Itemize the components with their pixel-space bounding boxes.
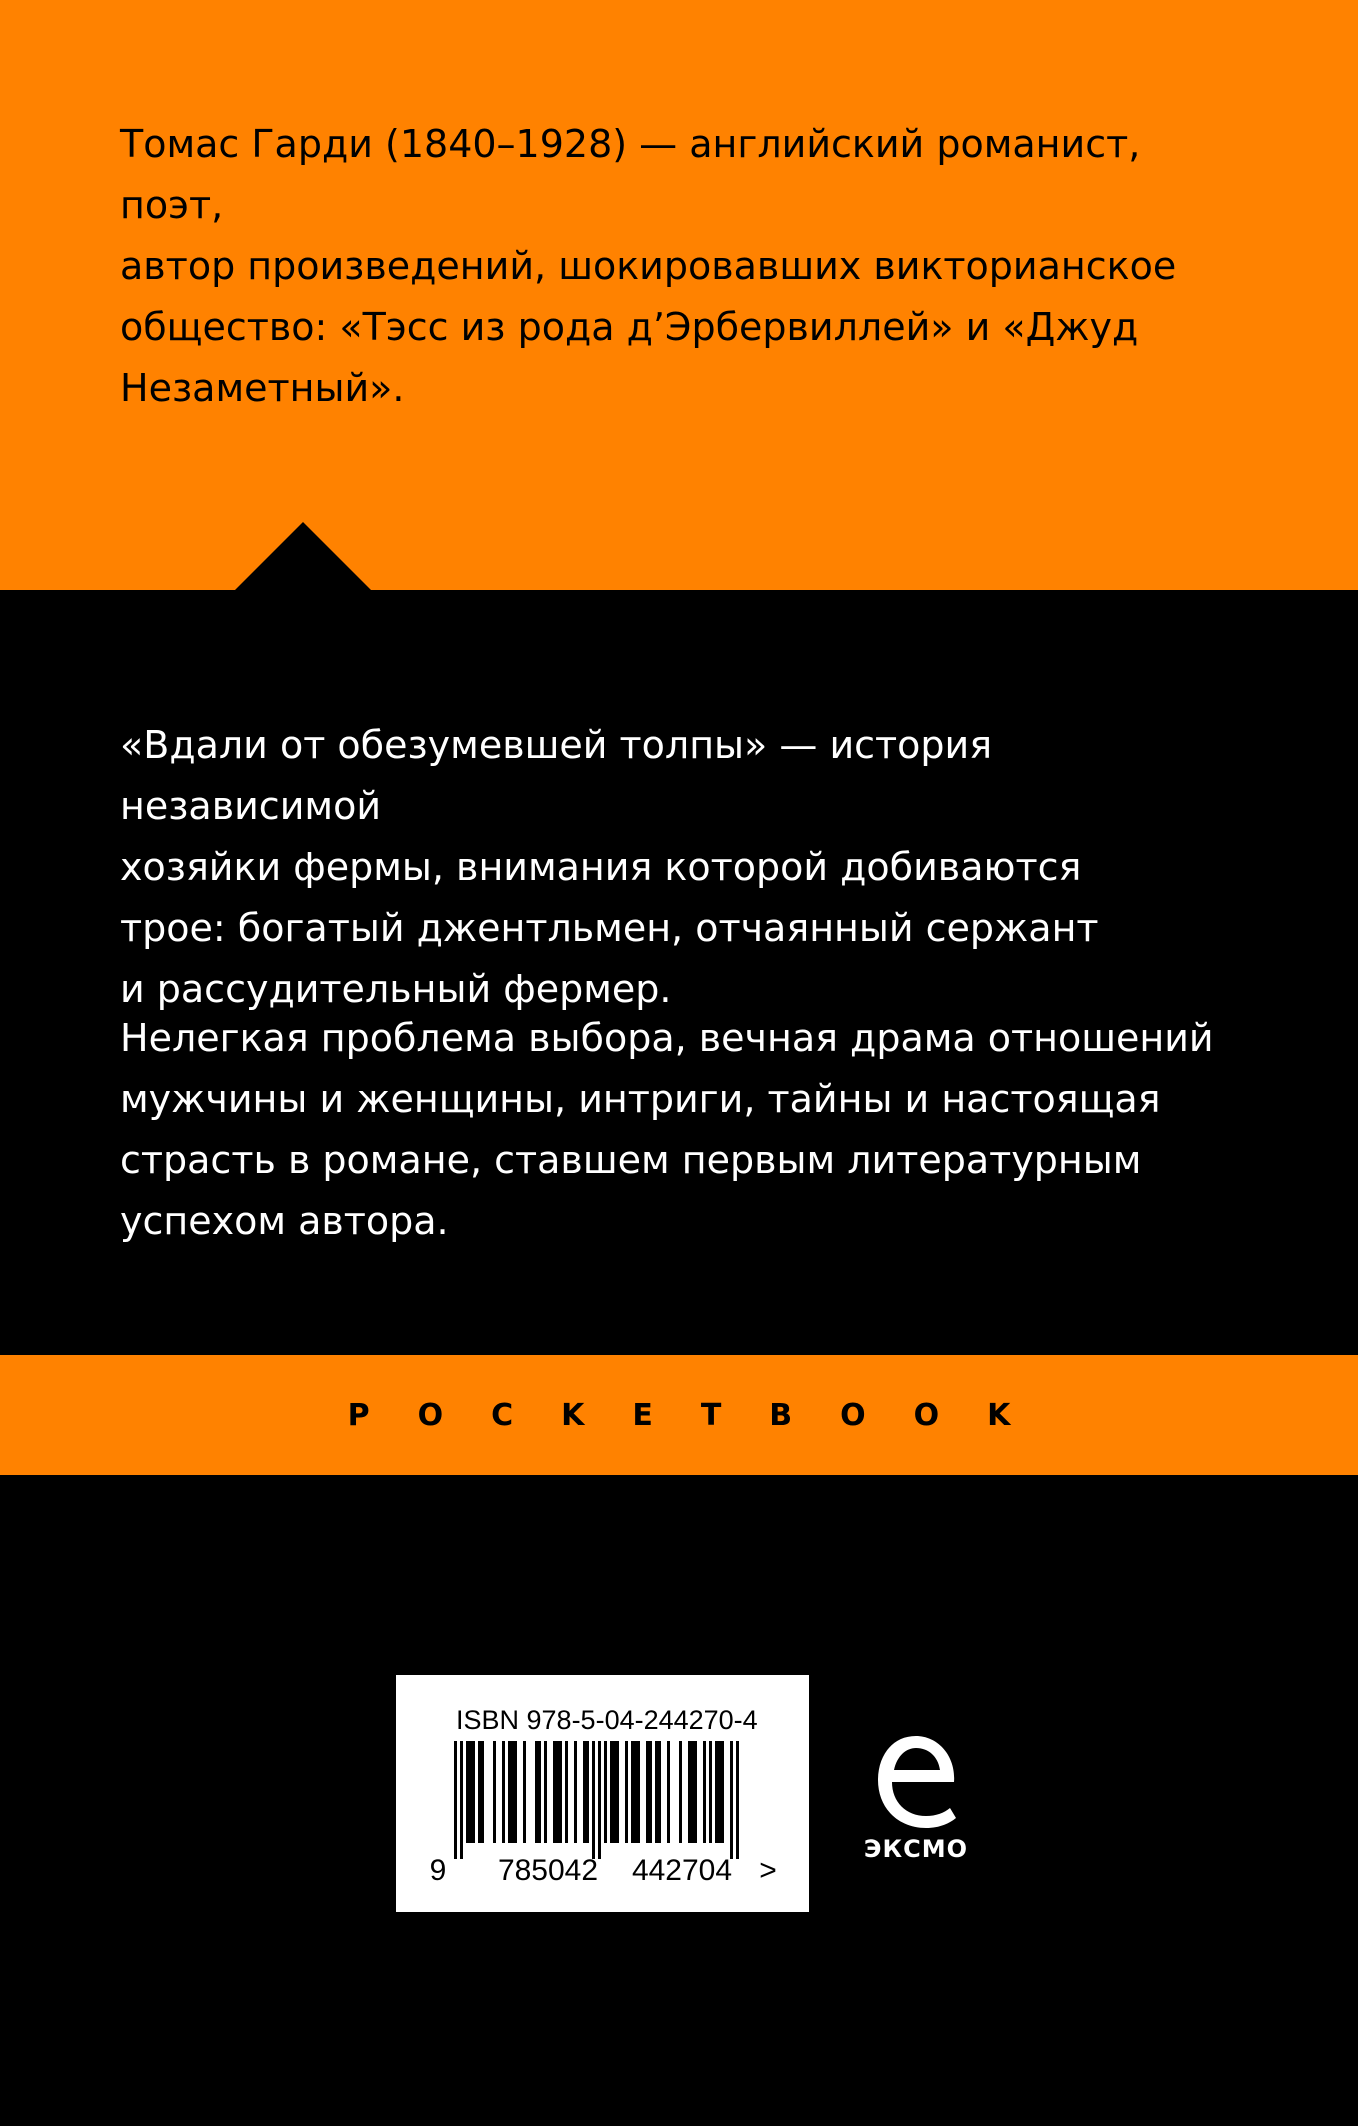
barcode-bar <box>649 1741 652 1843</box>
barcode-bar <box>598 1741 601 1859</box>
barcode-bar <box>478 1741 481 1843</box>
barcode <box>396 1675 809 1912</box>
barcode-bar <box>658 1741 661 1843</box>
barcode-bar <box>679 1741 682 1843</box>
barcode-bar <box>637 1741 640 1843</box>
eksmo-e-logo-icon <box>870 1728 962 1836</box>
barcode-bar <box>586 1741 589 1843</box>
barcode-bar <box>718 1741 721 1843</box>
barcode-bar <box>514 1741 517 1843</box>
ean-right-digits: 442704 <box>631 1854 733 1887</box>
barcode-bar <box>523 1741 526 1843</box>
barcode-bar <box>511 1741 514 1843</box>
barcode-bar <box>604 1741 607 1843</box>
barcode-bar <box>466 1741 469 1843</box>
ean-marker: > <box>759 1854 777 1887</box>
barcode-bar <box>616 1741 619 1843</box>
barcode-bar <box>736 1741 739 1859</box>
barcode-bar <box>613 1741 616 1843</box>
barcode-bar <box>592 1741 595 1859</box>
ean-left-digits: 785042 <box>497 1854 599 1887</box>
isbn-text: ISBN 978-5-04-244270-4 <box>456 1705 758 1735</box>
barcode-bar <box>574 1741 577 1843</box>
barcode-bar <box>703 1741 706 1843</box>
barcode-bar <box>634 1741 637 1843</box>
series-band <box>0 1355 1358 1475</box>
barcode-bar <box>481 1741 484 1843</box>
description-paragraph-2: Нелегкая проблема выбора, вечная драма отношений мужчины и женщины, интриги, тайны и настоящая страсть в романе, ставшем первым литературным успехом автора. <box>120 1016 1214 1243</box>
barcode-bar <box>502 1741 505 1843</box>
barcode-bar <box>544 1741 547 1843</box>
barcode-bar <box>730 1741 733 1859</box>
barcode-bar <box>721 1741 724 1843</box>
barcode-bar <box>625 1741 628 1843</box>
barcode-bar <box>631 1741 634 1843</box>
barcode-bar <box>694 1741 697 1843</box>
barcode-bar <box>688 1741 691 1843</box>
series-label: POCKETBOOK <box>347 1397 1059 1433</box>
barcode-bar <box>493 1741 496 1843</box>
barcode-box <box>396 1675 809 1912</box>
barcode-bar <box>454 1741 457 1859</box>
description-paragraph-1: «Вдали от обезумевшей толпы» — история независимой хозяйки фермы, внимания которой добиваются трое: богатый джентльмен, отчаянный сержант и рассудительный фермер. <box>120 723 1099 1011</box>
barcode-bar <box>559 1741 562 1843</box>
barcode-bar <box>691 1741 694 1843</box>
panel-notch <box>235 522 371 590</box>
barcode-bar <box>553 1741 556 1843</box>
author-bio: Томас Гарди (1840–1928) — английский романист, поэт, автор произведений, шокировавших викторианское общество: «Тэсс из рода д’Эрбервиллей» и «Джуд Незаметный». <box>120 122 1177 410</box>
barcode-bar <box>709 1741 712 1843</box>
barcode-bar <box>610 1741 613 1843</box>
barcode-bar <box>583 1741 586 1843</box>
barcode-bar <box>538 1741 541 1843</box>
barcode-bars <box>454 1741 739 1859</box>
publisher-name: ЭКСМО <box>863 1835 969 1863</box>
barcode-bar <box>469 1741 472 1843</box>
barcode-bar <box>715 1741 718 1843</box>
ean-first-digit: 9 <box>429 1854 447 1887</box>
barcode-bar <box>535 1741 538 1843</box>
barcode-bar <box>667 1741 670 1843</box>
barcode-bar <box>472 1741 475 1843</box>
barcode-bar <box>508 1741 511 1843</box>
barcode-bar <box>460 1741 463 1859</box>
barcode-bar <box>565 1741 568 1843</box>
barcode-bar <box>556 1741 559 1843</box>
barcode-bar <box>646 1741 649 1843</box>
barcode-bar <box>655 1741 658 1843</box>
